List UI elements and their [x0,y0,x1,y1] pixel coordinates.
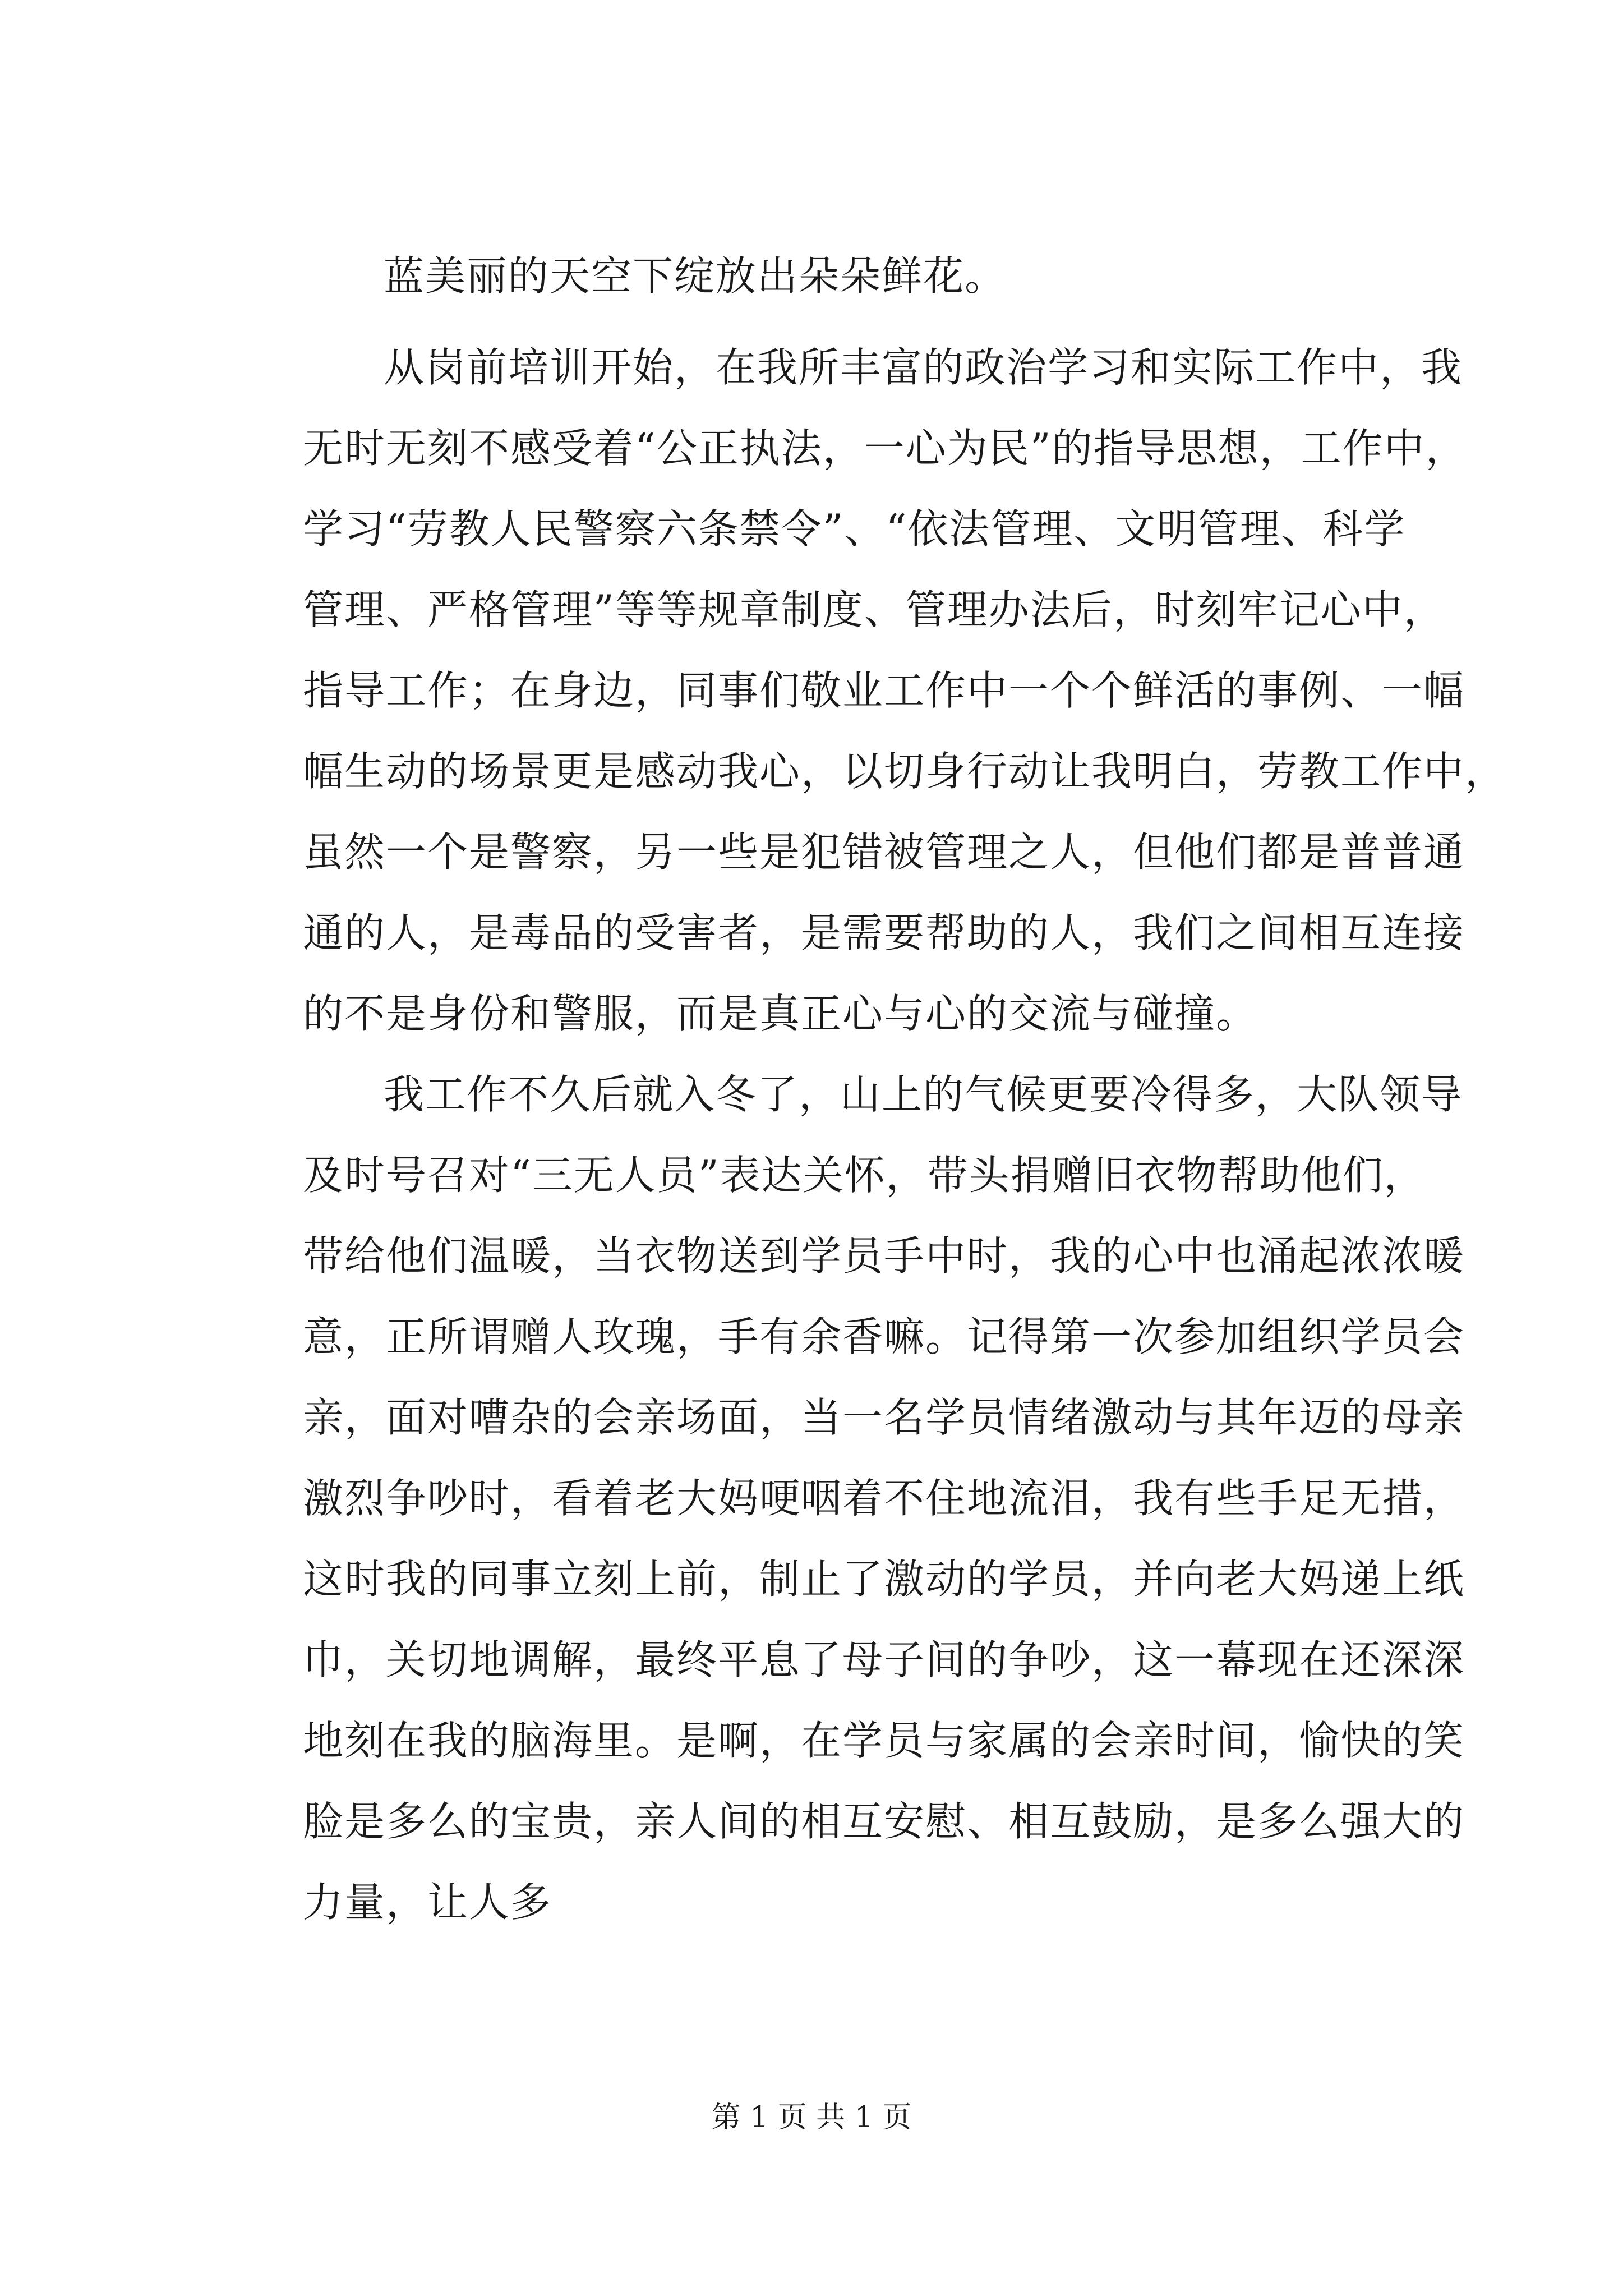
paragraph-line: 虽然一个是警察，另一些是犯错被管理之人，但他们都是普普通 [303,829,1465,876]
paragraph-line: 地刻在我的脑海里。是啊，在学员与家属的会亲时间，愉快的笑 [303,1717,1465,1764]
paragraph-line: 指导工作；在身边，同事们敬业工作中一个个鲜活的事例、一幅 [303,667,1465,714]
page-number-footer: 第 1 页 共 1 页 [711,2101,912,2134]
paragraph-line: 及时号召对“三无人员”表达关怀，带头捐赠旧衣物帮助他们， [303,1152,1426,1199]
paragraph-line: 力量，让人多 [303,1879,552,1926]
paragraph-line: 的不是身份和警服，而是真正心与心的交流与碰撞。 [303,990,1258,1037]
paragraph-line: 我工作不久后就入冬了，山上的气候更要冷得多，大队领导 [384,1071,1463,1118]
paragraph-line: 带给他们温暖，当衣物送到学员手中时，我的心中也涌起浓浓暖 [303,1232,1465,1280]
paragraph-line: 学习“劳教人民警察六条禁令”、“依法管理、文明管理、科学 [303,505,1406,553]
document-body [303,236,1507,1943]
paragraph-line: 这时我的同事立刻上前，制止了激动的学员，并向老大妈递上纸 [303,1556,1465,1603]
paragraph-line: 无时无刻不感受着“公正执法，一心为民”的指导思想，工作中， [303,425,1467,472]
paragraph-line: 管理、严格管理”等等规章制度、管理办法后，时刻牢记心中， [303,586,1445,633]
paragraph-line: 幅生动的场景更是感动我心，以切身行动让我明白，劳教工作中， [303,748,1507,795]
paragraph-line: 从岗前培训开始，在我所丰富的政治学习和实际工作中，我 [384,344,1463,391]
paragraph-line: 意，正所谓赠人玫瑰，手有余香嘛。记得第一次参加组织学员会 [303,1313,1465,1360]
paragraph-line: 激烈争吵时，看着老大妈哽咽着不住地流泪，我有些手足无措， [303,1475,1465,1522]
paragraph-line: 亲，面对嘈杂的会亲场面，当一名学员情绪激动与其年迈的母亲 [303,1394,1465,1441]
paragraph-line: 巾，关切地调解，最终平息了母子间的争吵，这一幕现在还深深 [303,1636,1465,1683]
paragraph-line: 通的人，是毒品的受害者，是需要帮助的人，我们之间相互连接 [303,909,1465,956]
paragraph-line: 脸是多么的宝贵，亲人间的相互安慰、相互鼓励，是多么强大的 [303,1798,1465,1845]
paragraph-line: 蓝美丽的天空下绽放出朵朵鲜花。 [384,252,1007,300]
